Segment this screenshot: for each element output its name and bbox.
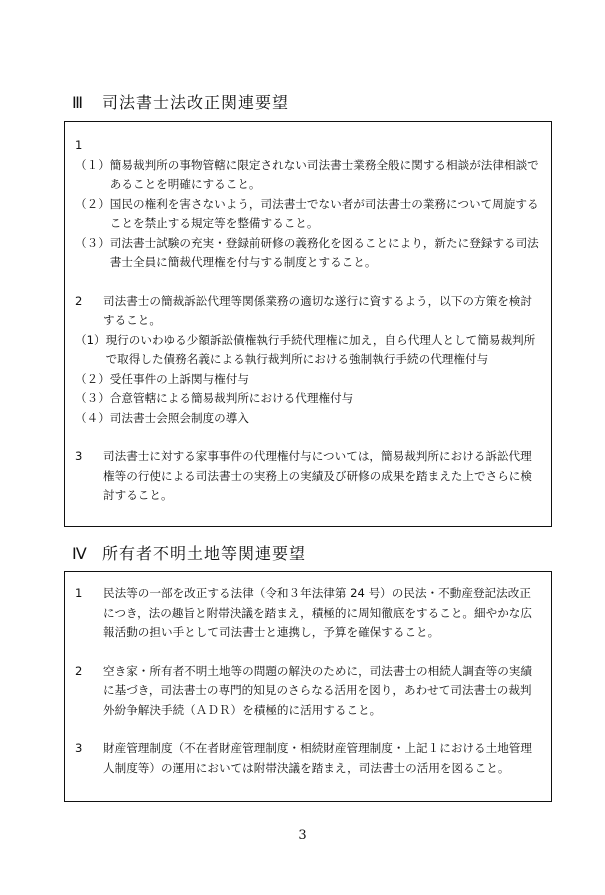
item-2-sub-3-text: 合意管轄による簡易裁判所における代理権付与: [109, 391, 354, 405]
item-1-sub-1: [75, 156, 541, 195]
item-1-sub-2-text: 国民の権利を害さないよう，司法書士でない者が司法書士の業務について周旋することを禁止する規定等を整備すること。: [109, 196, 539, 230]
item-1-sub-3-text: 司法書士試験の充実・登録前研修の義務化を図ることにより，新たに登録する司法書士全員に簡裁代理権を付与する制度とすること。: [109, 235, 539, 269]
s4-item-3-text: 財産管理制度（不在者財産管理制度・相続財産管理制度・上記１における土地管理人制度等）の運用においては附帯決議を踏まえ，司法書士の活用を図ること。: [103, 741, 532, 775]
section-4-heading: [72, 541, 306, 564]
item-2-sub-4-label: （４）: [75, 410, 110, 425]
item-1-number: 1: [75, 138, 83, 152]
item-2-sub-2: [75, 370, 541, 390]
item-2-intro: [75, 292, 541, 331]
section-4-number: Ⅳ: [72, 544, 88, 563]
item-2-sub-4-text: 司法書士会照会制度の導入: [109, 410, 249, 425]
s4-item-1-number: 1: [75, 586, 83, 600]
item-2-sub-1-label: （1）: [75, 332, 106, 347]
section-3-title: 司法書士法改正関連要望: [102, 93, 290, 112]
item-1-sub-1-text: 簡易裁判所の事物管轄に限定されない司法書士業務全般に関する相談が法律相談であることを明確にすること。: [109, 157, 539, 191]
s4-item-2-number: 2: [75, 663, 83, 678]
section-4-title: 所有者不明土地等関連要望: [102, 544, 307, 563]
item-2-sub-3: [75, 389, 541, 409]
page-number: 3: [298, 828, 307, 843]
item-2-sub-2-text: 受任事件の上訴関与権付与: [109, 371, 249, 386]
item-2-text: 司法書士の簡裁訴訟代理等関係業務の適切な遂行に資するよう，以下の方策を検討すること。: [103, 293, 532, 327]
item-1-sub-3-label: （３）: [75, 235, 110, 250]
s4-item-3-number: 3: [75, 741, 83, 755]
item-2-sub-4: [75, 409, 541, 429]
item-2-sub-3-label: （３）: [75, 391, 110, 405]
s4-item-1: [75, 584, 541, 643]
section-3-heading: [72, 90, 289, 113]
section-3-number: Ⅲ: [72, 93, 85, 112]
section-4-box: [64, 571, 552, 802]
item-2-number: 2: [75, 293, 83, 308]
item-3-text: 司法書士に対する家事事件の代理権付与については，簡易裁判所における訴訟代理権等の行使による司法書士の実務上の実績及び研修の成果を踏まえた上でさらに検討すること。: [103, 449, 532, 502]
s4-item-2-text: 空き家・所有者不明土地等の問題の解決のために，司法書士の相続人調査等の実績に基づき，司法書士の専門的知見のさらなる活用を図り，あわせて司法書士の裁判外紛争解決手続（ＡＤＲ）を積極的に活用すること。: [103, 663, 532, 717]
item-1-sub-2: [75, 195, 541, 234]
section-3-box: [64, 121, 552, 527]
s4-item-1-text: 民法等の一部を改正する法律（令和３年法律第 24 号）の民法・不動産登記法改正につき，法の趣旨と附帯決議を踏まえ，積極的に周知徹底をすること。細やかな広報活動の担い手として司法書士と連携し，予算を確保すること。: [103, 586, 532, 639]
item-3-number: 3: [75, 449, 83, 463]
item-2-sub-1-text: 現行のいわゆる少額訴訟債権執行手続代理権に加え，自ら代理人として簡易裁判所で取得した債務名義による執行裁判所における強制執行手続の代理権付与: [105, 332, 536, 366]
item-1-sub-2-label: （２）: [75, 196, 110, 211]
item-1-sub-1-label: （１）: [75, 157, 110, 172]
item-2-sub-1: [75, 331, 541, 370]
s4-item-3: [75, 739, 541, 778]
item-1-sub-3: [75, 234, 541, 273]
item-2-sub-2-label: （２）: [75, 371, 110, 386]
item-3: [75, 447, 541, 506]
s4-item-2: [75, 662, 541, 721]
